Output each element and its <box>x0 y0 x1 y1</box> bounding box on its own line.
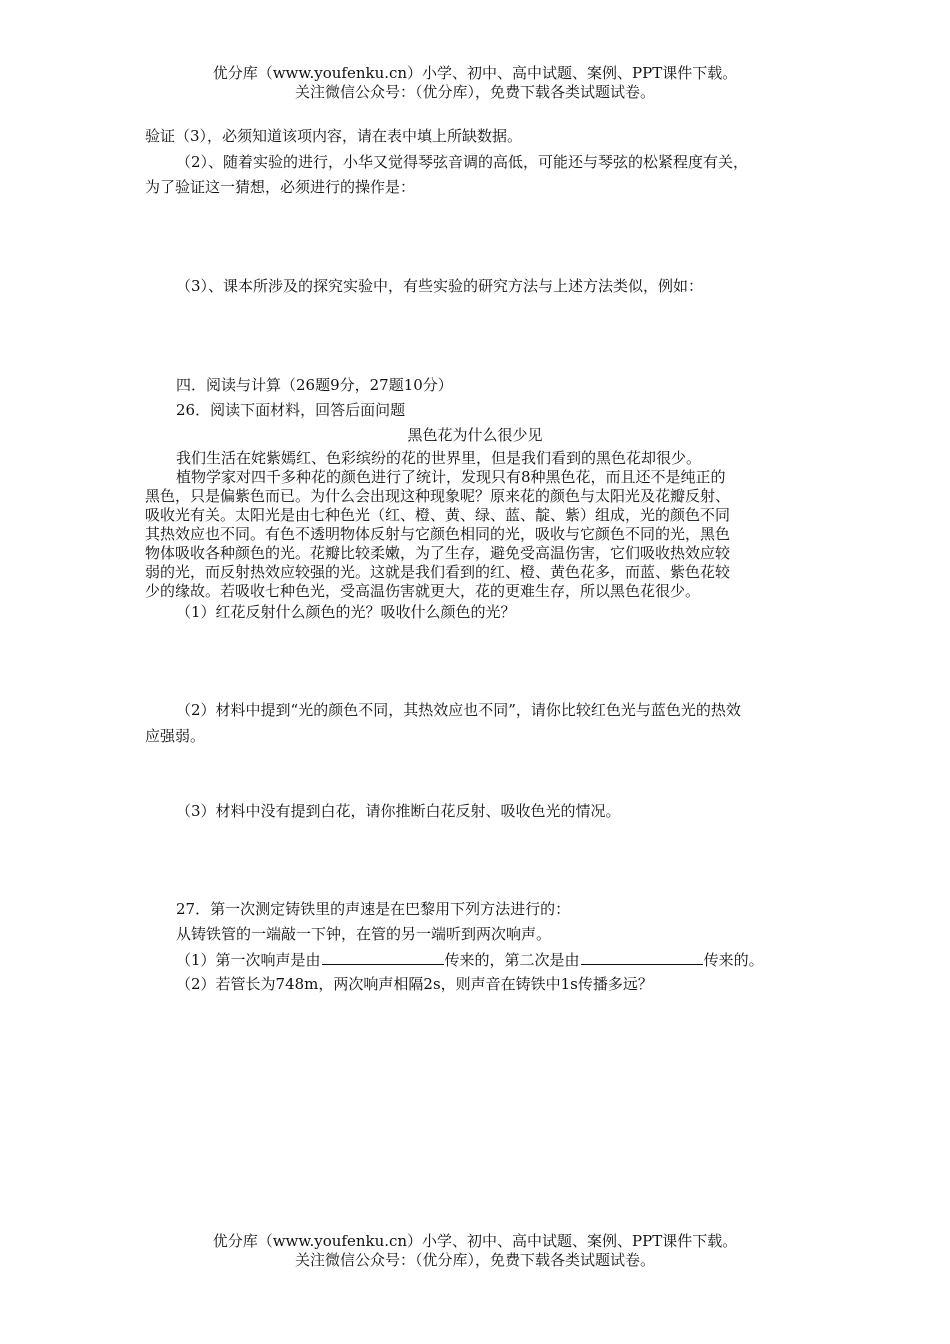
answer-blank-2[interactable] <box>581 950 703 965</box>
header-line-2: 关注微信公众号：（优分库），免费下载各类试题试卷。 <box>294 83 655 101</box>
q27-1-prefix: （1）第一次响声是由 <box>176 951 321 969</box>
article-line-4: 吸收光有关。太阳光是由七种色光（红、橙、黄、绿、蓝、靛、紫）组成，光的颜色不同 <box>145 506 731 524</box>
question-26-1: （1）红花反射什么颜色的光？吸收什么颜色的光？ <box>176 603 516 621</box>
header-line-1: 优分库（www.youfenku.cn）小学、初中、高中试题、案例、PPT课件下载。 <box>212 64 738 82</box>
article-line-2: 植物学家对四千多种花的颜色进行了统计，发现只有8种黑色花，而且还不是纯正的 <box>176 468 726 486</box>
body-line-3: 为了验证这一猜想，必须进行的操作是： <box>145 178 416 196</box>
question-27-2: （2）若管长为748m，两次响声相隔2s，则声音在铸铁中1s传播多远？ <box>176 975 653 993</box>
question-27-1 <box>176 950 764 970</box>
body-line-1: 验证（3），必须知道该项内容，请在表中填上所缺数据。 <box>145 127 523 145</box>
q27-1-suffix: 传来的。 <box>703 951 764 969</box>
question-26-3: （3）材料中没有提到白花，请你推断白花反射、吸收色光的情况。 <box>176 802 621 820</box>
question-26-2-line-1: （2）材料中提到“光的颜色不同，其热效应也不同”，请你比较红色光与蓝色光的热效 <box>176 701 741 719</box>
section-heading: 四．阅读与计算（26题9分，27题10分） <box>176 376 453 394</box>
question-27-description: 从铸铁管的一端敲一下钟，在管的另一端听到两次响声。 <box>176 925 552 943</box>
article-line-3: 黑色，只是偏紫色而已。为什么会出现这种现象呢？原来花的颜色与太阳光及花瓣反射、 <box>145 487 731 505</box>
footer-line-1: 优分库（www.youfenku.cn）小学、初中、高中试题、案例、PPT课件下载。 <box>212 1232 738 1250</box>
article-line-1: 我们生活在姹紫嫣红、色彩缤纷的花的世界里，但是我们看到的黑色花却很少。 <box>176 449 702 467</box>
question-26-2-line-2: 应强弱。 <box>145 727 206 745</box>
q27-1-middle: 传来的，第二次是由 <box>444 951 580 969</box>
question-27: 27．第一次测定铸铁里的声速是在巴黎用下列方法进行的： <box>176 900 571 918</box>
body-line-2: （2）、随着实验的进行，小华又觉得琴弦音调的高低，可能还与琴弦的松紧程度有关， <box>176 153 749 171</box>
article-line-5: 其热效应也不同。有色不透明物体反射与它颜色相同的光，吸收与它颜色不同的光，黑色 <box>145 525 731 543</box>
article-line-7: 弱的光，而反射热效应较强的光。这就是我们看到的红、橙、黄色花多，而蓝、紫色花较 <box>145 563 731 581</box>
article-line-8: 少的缘故。若吸收七种色光，受高温伤害就更大，花的更难生存，所以黑色花很少。 <box>145 582 701 600</box>
article-line-6: 物体吸收各种颜色的光。花瓣比较柔嫩，为了生存，避免受高温伤害，它们吸收热效应较 <box>145 544 731 562</box>
question-26: 26．阅读下面材料，回答后面问题 <box>176 401 406 419</box>
footer-line-2: 关注微信公众号：（优分库），免费下载各类试题试卷。 <box>294 1251 655 1269</box>
answer-blank-1[interactable] <box>322 950 444 965</box>
body-line-4: （3）、课本所涉及的探究实验中，有些实验的研究方法与上述方法类似，例如： <box>176 277 704 295</box>
article-title: 黑色花为什么很少见 <box>407 426 543 444</box>
